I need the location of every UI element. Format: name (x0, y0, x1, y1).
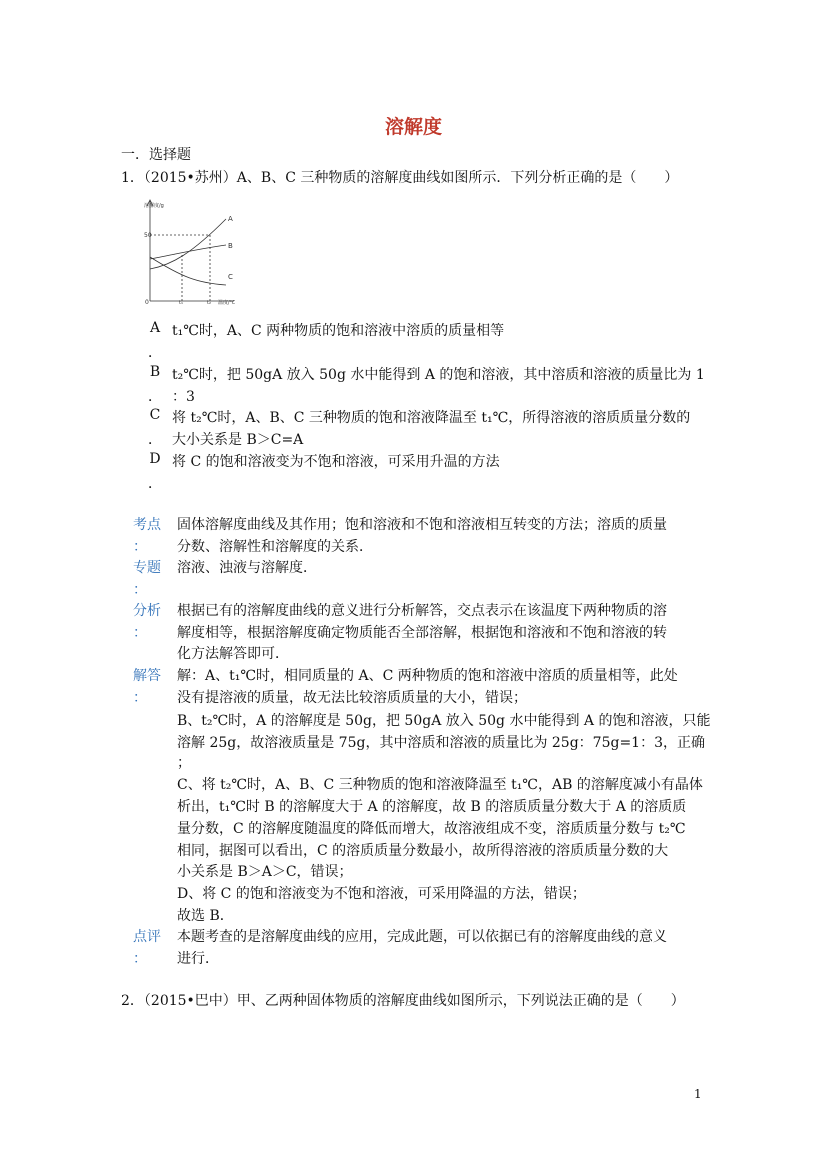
option-a-label: A (149, 320, 161, 336)
jieda-label: 解答 (133, 668, 161, 684)
jieda-line-12: 故选 B． (177, 908, 234, 924)
question-2-stem: 2．（2015•巴中）甲、乙两种固体物质的溶解度曲线如图所示，下列说法正确的是（ ） (121, 993, 685, 1009)
question-1-stem: 1．（2015•苏州）A、B、C 三种物质的溶解度曲线如图所示．下列分析正确的是（ ） (121, 170, 679, 186)
jieda-line-7: 析出，t₁℃时 B 的溶解度大于 A 的溶解度，故 B 的溶质质量分数大于 A 的溶质质 (177, 799, 687, 815)
fenxi-line-2: 解度相等，根据溶解度确定物质能否全部溶解，根据饱和溶液和不饱和溶液的转 (177, 625, 667, 641)
dianping-line-2: 进行． (177, 951, 219, 967)
option-c-label: C (149, 407, 161, 423)
jieda-line-11: D、将 C 的饱和溶液变为不饱和溶液，可采用降温的方法，错误； (177, 886, 586, 902)
option-a-text: t₁℃时，A、C 两种物质的饱和溶液中溶质的质量相等 (172, 323, 505, 339)
zhuanti-label: 专题 (133, 560, 161, 576)
jieda-line-4: 溶解 25g，故溶液质量是 75g，其中溶质和溶液的质量比为 25g：75g=1：3，正确 (177, 735, 705, 751)
origin-label: 0 (145, 299, 149, 305)
fenxi-line-3: 化方法解答即可． (177, 646, 289, 662)
kaodian-colon: ： (133, 539, 147, 555)
jieda-line-10: 小关系是 B＞A＞C，错误； (177, 864, 353, 880)
fenxi-colon: ： (133, 625, 147, 641)
page-title: 溶解度 (384, 116, 442, 138)
jieda-line-8: 量分数，C 的溶解度随温度的降低而增大，故溶液组成不变，溶质质量分数与 t₂℃ (177, 821, 686, 837)
curve-label-a: A (228, 215, 233, 223)
option-b-text-1: t₂℃时，把 50gA 放入 50g 水中能得到 A 的饱和溶液，其中溶质和溶液的质量比为 1 (172, 367, 705, 383)
zhuanti-colon: ： (133, 582, 147, 598)
curve-a (150, 219, 226, 269)
y-axis-label: 溶解度/g (144, 203, 164, 209)
jieda-line-6: C、将 t₂℃时，A、B、C 三种物质的饱和溶液降温至 t₁℃，AB 的溶解度减小有晶体 (177, 777, 703, 793)
jieda-line-2: 没有提溶液的质量，故无法比较溶质质量的大小，错误； (177, 690, 527, 706)
option-b-dot: ． (148, 389, 162, 405)
option-b-text-2: ：3 (172, 389, 195, 405)
jieda-line-3: B、t₂℃时，A 的溶解度是 50g，把 50gA 放入 50g 水中能得到 A 的饱和溶液，只能 (177, 713, 711, 729)
option-c-text-1: 将 t₂℃时，A、B、C 三种物质的饱和溶液降温至 t₁℃，所得溶液的溶质质量分数的 (172, 410, 691, 426)
kaodian-line-2: 分数、溶解性和溶解度的关系． (177, 539, 373, 555)
kaodian-label: 考点 (133, 517, 161, 533)
jieda-line-5: ； (177, 755, 191, 771)
option-c-dot: ． (148, 432, 162, 448)
option-c-text-2: 大小关系是 B＞C=A (172, 432, 304, 448)
dianping-colon: ： (133, 951, 147, 967)
curve-c (150, 257, 226, 285)
option-d-dot: ． (148, 476, 162, 492)
jieda-line-1: 解：A、t₁℃时，相同质量的 A、C 两种物质的饱和溶液中溶质的质量相等，此处 (177, 668, 678, 684)
solubility-chart (142, 197, 260, 305)
option-d-label: D (149, 451, 161, 467)
jieda-line-9: 相同，据图可以看出，C 的溶质质量分数最小，故所得溶液的溶质质量分数的大 (177, 843, 669, 859)
dianping-line-1: 本题考查的是溶解度曲线的应用，完成此题，可以依据已有的溶解度曲线的意义 (177, 929, 667, 945)
option-d-text: 将 C 的饱和溶液变为不饱和溶液，可采用升温的方法 (172, 454, 500, 470)
option-b-label: B (149, 364, 161, 380)
option-a-dot: ． (148, 345, 162, 361)
fenxi-line-1: 根据已有的溶解度曲线的意义进行分析解答，交点表示在该温度下两种物质的溶 (177, 603, 667, 619)
x-axis-label: 温度/℃ (218, 300, 236, 305)
curve-label-b: B (228, 242, 233, 250)
dianping-label: 点评 (133, 929, 161, 945)
curve-label-c: C (228, 273, 233, 281)
y-tick-50: 50 (144, 232, 152, 239)
kaodian-line-1: 固体溶解度曲线及其作用；饱和溶液和不饱和溶液相互转变的方法；溶质的质量 (177, 517, 667, 533)
zhuanti-line-1: 溶液、浊液与溶解度． (177, 560, 317, 576)
page-number: 1 (694, 1087, 702, 1101)
section-heading: 一．选择题 (121, 147, 191, 163)
jieda-colon: ： (133, 690, 147, 706)
x-tick-t2: t₂ (207, 300, 211, 305)
fenxi-label: 分析 (133, 603, 161, 619)
x-tick-t1: t₁ (179, 300, 183, 305)
